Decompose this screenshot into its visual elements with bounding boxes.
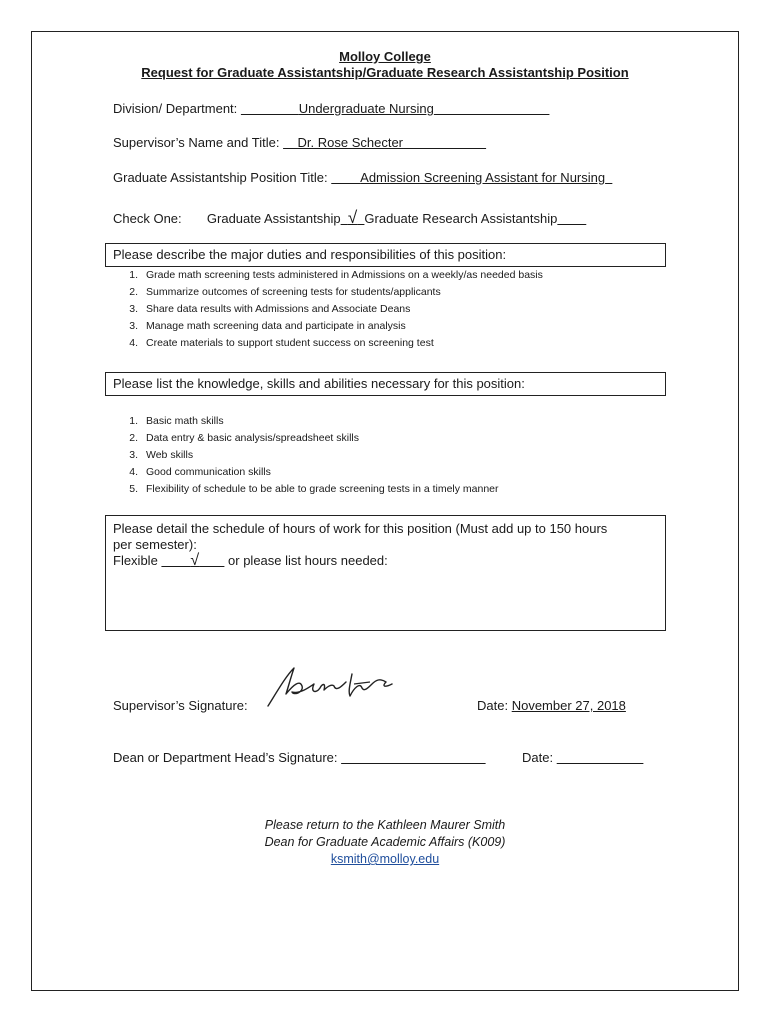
skills-heading-box bbox=[105, 372, 666, 396]
list-item: 1. Basic math skills bbox=[129, 415, 224, 427]
division-row bbox=[113, 101, 549, 116]
duties-list bbox=[120, 267, 543, 352]
option-graduate-assistantship: Graduate Assistantship bbox=[206, 211, 341, 226]
division-label: Division/ Department: bbox=[113, 101, 238, 116]
list-item: 3. Web skills bbox=[129, 449, 194, 461]
check-one-row bbox=[113, 208, 586, 228]
option-graduate-research-assistantship: Graduate Research Assistantship bbox=[364, 211, 558, 226]
dean-signature-row bbox=[113, 750, 486, 765]
dean-date-label: Date: bbox=[522, 750, 554, 765]
email-row bbox=[32, 852, 738, 866]
form-title: Request for Graduate Assistantship/Graduate Research Assistantship Position bbox=[141, 65, 629, 80]
ga-check-mark: √ bbox=[347, 208, 358, 227]
duties-heading: Please describe the major duties and responsibilities of this position: bbox=[113, 247, 507, 262]
list-item: 3. Manage math screening data and participate in analysis bbox=[129, 320, 406, 332]
flexible-label: Flexible bbox=[113, 553, 158, 568]
schedule-flexible-row bbox=[113, 553, 665, 569]
skills-list bbox=[120, 413, 499, 498]
college-name: Molloy College bbox=[339, 49, 431, 64]
supervisor-date-row bbox=[477, 698, 626, 713]
email-link[interactable]: ksmith@molloy.edu bbox=[330, 852, 440, 866]
list-item: 1. Grade math screening tests administered in Admissions on a weekly/as needed basis bbox=[129, 269, 543, 281]
list-item: 4. Create materials to support student success on screening test bbox=[129, 337, 434, 349]
position-row bbox=[113, 170, 612, 185]
duties-heading-box bbox=[105, 243, 666, 267]
list-item: 4. Good communication skills bbox=[129, 466, 271, 478]
position-label: Graduate Assistantship Position Title: bbox=[113, 170, 328, 185]
supervisor-label: Supervisor’s Name and Title: bbox=[113, 135, 280, 150]
dean-signature-label: Dean or Department Head’s Signature: bbox=[113, 750, 338, 765]
return-line-2: Dean for Graduate Academic Affairs (K009) bbox=[264, 835, 506, 849]
division-value: Undergraduate Nursing bbox=[298, 101, 434, 116]
schedule-box bbox=[105, 515, 666, 631]
schedule-line-2: per semester): bbox=[113, 537, 197, 552]
dean-date-row bbox=[522, 750, 643, 765]
date-label: Date: bbox=[477, 698, 509, 713]
return-line-1: Please return to the Kathleen Maurer Smith bbox=[264, 818, 506, 832]
form-page bbox=[31, 31, 739, 991]
list-item: 2. Summarize outcomes of screening tests for students/applicants bbox=[129, 286, 441, 298]
supervisor-value: Dr. Rose Schecter bbox=[297, 135, 404, 150]
flexible-check-mark: √ bbox=[190, 552, 200, 569]
supervisor-signature-image bbox=[264, 662, 404, 710]
list-item: 5. Flexibility of schedule to be able to grade screening tests in a timely manner bbox=[129, 483, 499, 495]
list-item: 2. Data entry & basic analysis/spreadsheet skills bbox=[129, 432, 360, 444]
supervisor-signature-label: Supervisor’s Signature: bbox=[113, 698, 248, 713]
check-one-label: Check One: bbox=[113, 211, 182, 226]
date-value: November 27, 2018 bbox=[511, 698, 626, 713]
supervisor-row bbox=[113, 135, 486, 150]
schedule-line-1: Please detail the schedule of hours of work for this position (Must add up to 150 hours bbox=[113, 521, 608, 536]
list-item: 3. Share data results with Admissions and Associate Deans bbox=[129, 303, 411, 315]
skills-heading: Please list the knowledge, skills and abilities necessary for this position: bbox=[113, 376, 525, 391]
position-value: Admission Screening Assistant for Nursing bbox=[360, 170, 606, 185]
hours-needed-label: or please list hours needed: bbox=[228, 553, 388, 568]
